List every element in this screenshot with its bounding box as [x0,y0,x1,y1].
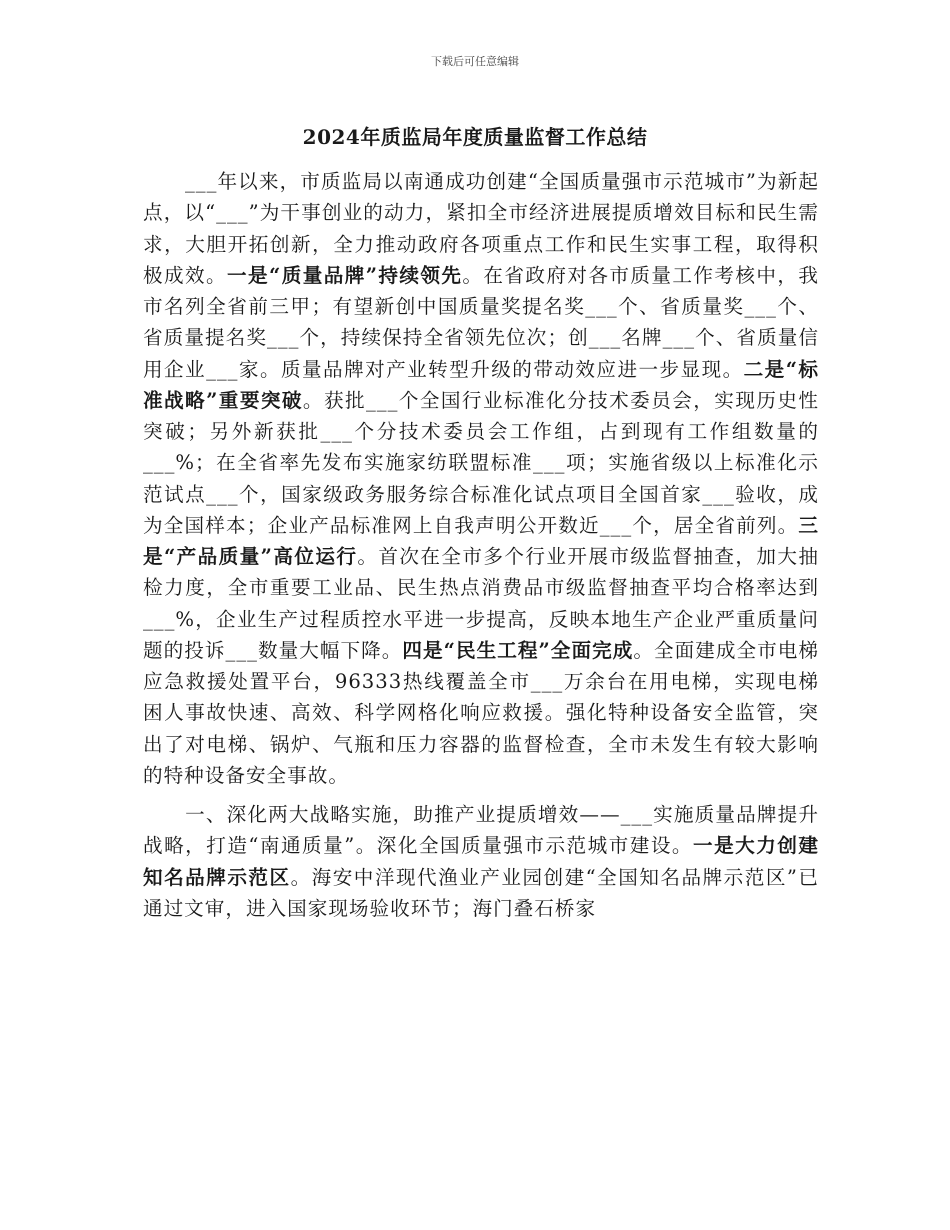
bold-heading: 四是“民生工程”全面完成 [402,638,634,662]
document-title: 2024年质监局年度质量监督工作总结 [302,125,648,149]
text-segment: 一、深化两大战略实施，助推产业提质增效——___实施质量品牌提升战略，打造“南通质量”。深化全国质量强市示范城市建设。 [143,803,819,858]
text-segment: 。获批___个全国行业标准化分技术委员会，实现历史性突破；另外新获批___个分技术委员会工作组，占到现有工作组数量的___%；在全省率先发布实施家纺联盟标准___项；实施省级以上标准化示范试点___个，国家级政务服务综合标准化试点项目全国首家___验收，成为全国样本；企业产品标准网上自我声明公开数近___个，居全省前列。 [143,388,819,537]
text-segment: 。全面建成全市电梯应急救援处置平台，96333热线覆盖全市___万余台在用电梯，实现电梯困人事故快速、高效、科学网格化响应救援。强化特种设备安全监管，突出了对电梯、锅炉、气瓶和压力容器的监督检查，全市未发生有较大影响的特种设备安全事故。 [143,638,819,787]
document-body [143,166,819,924]
text-segment: 。在省政府对各市质量工作考核中，我市名列全省前三甲；有望新创中国质量奖提名奖___个、省质量奖___个、省质量提名奖___个，持续保持全省领先位次；创___名牌___个、省质量信用企业___家。质量品牌对产业转型升级的带动效应进一步显现。 [143,263,820,381]
header-note: 下载后可任意编辑 [431,55,519,68]
text-segment: 。海安中洋现代渔业产业园创建“全国知名品牌示范区”已通过文审，进入国家现场验收环节；海门叠石桥家 [143,865,819,920]
bold-heading: 三是“产品质量”高位运行 [143,513,819,568]
text-segment: 。首次在全市多个行业开展市级监督抽查，加大抽检力度，全市重要工业品、民生热点消费品市级监督抽查平均合格率达到___%，企业生产过程质控水平进一步提高，反映本地生产企业严重质量问题的投诉___数量大幅下降。 [143,545,819,662]
bold-heading: 二是“标准战略”重要突破 [143,357,820,412]
bold-heading: 一是大力创建知名品牌示范区 [143,834,819,889]
text-segment: ___年以来，市质监局以南通成功创建“全国质量强市示范城市”为新起点，以“___”为干事创业的动力，紧扣全市经济进展提质增效目标和民生需求，大胆开拓创新，全力推动政府各项重点工作和民生实事工程，取得积极成效。 [143,170,819,287]
paragraph-summary [143,166,819,791]
paragraph-section-one [143,799,819,924]
bold-heading: 一是“质量品牌”持续领先 [227,263,463,287]
